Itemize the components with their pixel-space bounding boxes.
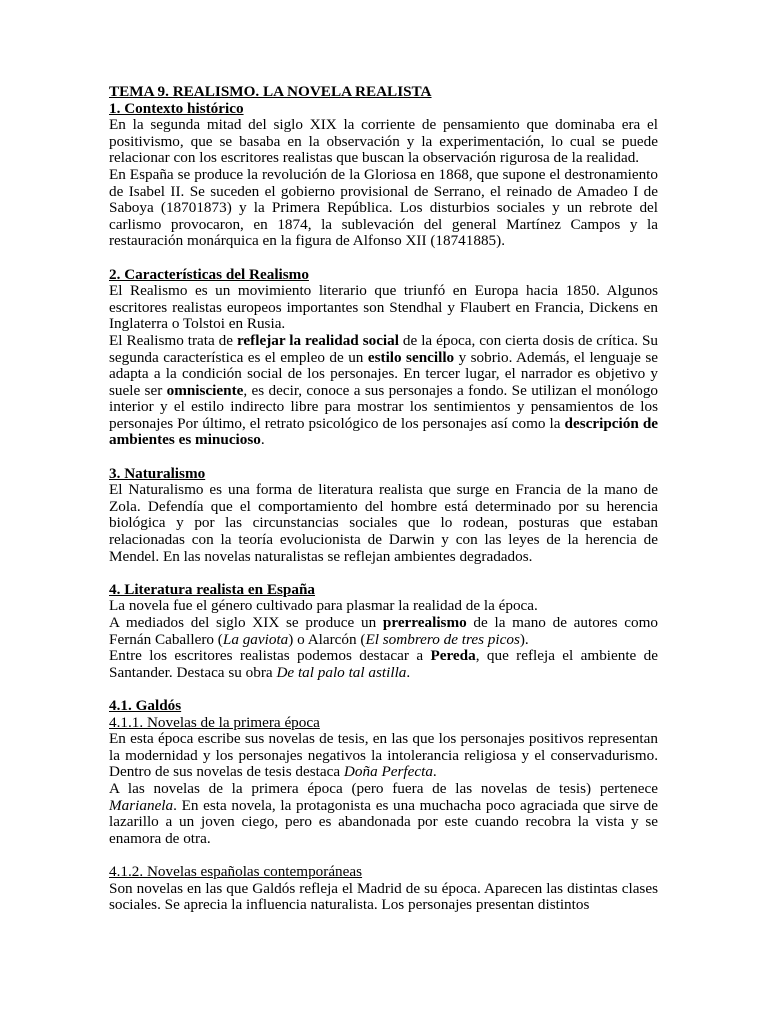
text-run: ) o Alarcón ( [288, 630, 366, 648]
text-run: . [260, 431, 265, 449]
italic-title: La gaviota [222, 630, 289, 648]
paragraph-contexto-2: En España se produce la revolución de la Gloriosa en 1868, que supone el destronamiento de Isabel II. Se suceden el gobierno provisional de Serrano, el reinado de Amadeo I de Saboya (18701873) y la Primera República. Los disturbios sociales y un rebrote del carlismo provocaron, en 1874, la sublevación del general Martínez Campos y la restauración monárquica en la figura de Alfonso XII (18741885). [109, 165, 658, 250]
italic-title: De tal palo tal astilla [276, 663, 407, 681]
bold-text: prerrealismo [382, 614, 467, 631]
text-run: ). [519, 630, 529, 648]
text-run: . [432, 763, 437, 781]
paragraph-naturalismo: El Naturalismo es una forma de literatura realista que surge en Francia de la mano de Zola. Defendía que el comportamiento del hombre está determinado por su herencia biológica y por las circunstancias sociales que lo rodean, posturas que estaban relacionadas con la teoría evolucionista de Darwin y con las leyes de la herencia de Mendel. En las novelas naturalistas se reflejan ambientes degradados. [109, 481, 658, 565]
text-run: . En esta novela, la protagonista es una muchacha poco agraciada que sirve de lazarillo a un joven ciego, pero es abandonada por este cuando recobra la vista y se enamora de otra. [109, 796, 658, 847]
italic-title: Marianela [109, 796, 174, 814]
bold-text: estilo sencillo [367, 348, 455, 366]
bold-text: reflejar la realidad social [236, 331, 399, 349]
text-run: En esta época escribe sus novelas de tesis, en las que los personajes positivos representan la modernidad y los personajes negativos la intolerancia religiosa y el conservadurismo. Dentro de sus novelas de tesis destaca [109, 730, 658, 781]
bold-text: omnisciente [166, 381, 244, 399]
italic-title: Doña Perfecta [343, 763, 433, 781]
section-heading-caracteristicas: 2. Características del Realismo [109, 265, 309, 283]
paragraph-contexto-1: En la segunda mitad del siglo XIX la corriente de pensamiento que dominaba era el positivismo, que se basaba en la observación y la experimentación, lo cual se puede relacionar con los escritores realistas que buscan la observación rigurosa de la realidad. [109, 116, 658, 167]
paragraph-caracteristicas-2 [109, 333, 658, 449]
text-run: , es decir, conoce a sus personajes a fondo. Se utilizan el monólogo interior y el estilo indirecto libre para mostrar los sentimientos y pensamientos de los personajes Por último, el retrato psicológico de los personajes así como la [109, 381, 659, 432]
subsection-heading-primera-epoca: 4.1.1. Novelas de la primera época [109, 713, 320, 731]
section-heading-naturalismo: 3. Naturalismo [109, 464, 206, 482]
paragraph-literatura-2 [109, 615, 658, 648]
paragraph-literatura-1: La novela fue el género cultivado para plasmar la realidad de la época. [109, 597, 538, 615]
section-heading-galdos: 4.1. Galdós [109, 696, 182, 714]
section-heading-literatura-espana: 4. Literatura realista en España [109, 580, 316, 598]
paragraph-caracteristicas-1: El Realismo es un movimiento literario que triunfó en Europa hacia 1850. Algunos escritores realistas europeos importantes son Stendhal y Flaubert en Francia, Dickens en Inglaterra o Tolstoi en Rusia. [109, 282, 658, 333]
subsection-heading-contemporaneas: 4.1.2. Novelas españolas contemporáneas [109, 862, 363, 880]
text-run: Entre los escritores realistas podemos destacar a [109, 647, 431, 665]
bold-text: Pereda [430, 647, 476, 665]
text-run: A mediados del siglo XIX se produce un [109, 614, 383, 631]
text-run: . [406, 663, 411, 681]
section-heading-contexto: 1. Contexto histórico [109, 99, 244, 117]
text-run: , que refleja el ambiente de Santander. Destaca su obra [109, 647, 658, 681]
paragraph-galdos-2 [109, 781, 658, 847]
text-run: de la mano de autores como Fernán Caballero ( [109, 614, 658, 648]
paragraph-galdos-1 [109, 731, 658, 781]
text-run: de la época, con cierta dosis de crítica. Su segunda característica es el empleo de un [109, 331, 658, 366]
document-body [109, 84, 658, 914]
bold-text: descripción de ambientes es minucioso [109, 414, 659, 449]
text-run: El Realismo trata de [109, 331, 237, 349]
italic-title: El sombrero de tres picos [365, 630, 520, 648]
text-run: A las novelas de la primera época (pero fuera de las novelas de tesis) pertenece [109, 779, 658, 797]
paragraph-literatura-3 [109, 648, 658, 681]
text-run: y sobrio. Además, el lenguaje se adapta a la condición social de los personajes. En tercer lugar, el narrador es objetivo y suele ser [109, 348, 659, 399]
paragraph-galdos-3: Son novelas en las que Galdós refleja el Madrid de su época. Aparecen las distintas clases sociales. Se aprecia la influencia naturalista. Los personajes presentan distintos [109, 879, 658, 914]
document-title: TEMA 9. REALISMO. LA NOVELA REALISTA [109, 83, 432, 100]
